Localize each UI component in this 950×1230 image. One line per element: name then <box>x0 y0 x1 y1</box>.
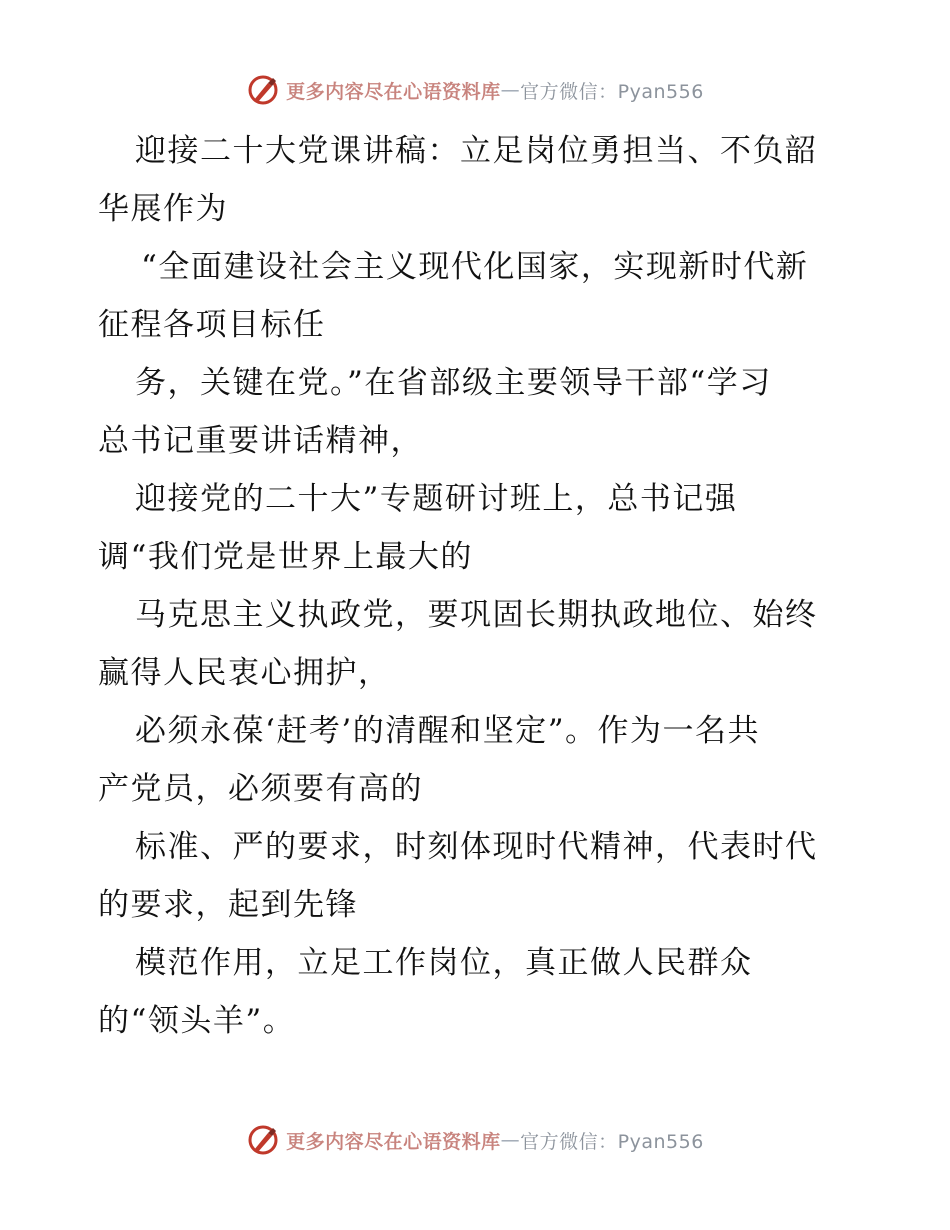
pen-logo-icon <box>246 1123 280 1157</box>
doc-line-14: 的要求，起到先锋 <box>98 887 358 923</box>
doc-line-13: 标准、严的要求，时刻体现时代精神，代表时代 <box>135 829 818 865</box>
doc-line-6: 总书记重要讲话精神， <box>98 423 423 459</box>
doc-line-7: 迎接党的二十大”专题研讨班上，总书记强 <box>135 481 738 517</box>
header-site-text: 更多内容尽在心语资料库 <box>286 80 501 103</box>
pen-logo-icon <box>246 73 280 107</box>
header-dash: — <box>500 79 521 101</box>
doc-line-11: 必须永葆‘赶考’的清醒和坚定”。作为一名共 <box>135 713 761 749</box>
footer-wechat-text: 官方微信：Pyan556 <box>520 1130 704 1153</box>
header-watermark <box>0 70 950 110</box>
footer-watermark <box>0 1120 950 1160</box>
doc-line-16: 的“领头羊”。 <box>98 1003 296 1039</box>
doc-line-1: 迎接二十大党课讲稿：立足岗位勇担当、不负韶 <box>135 133 818 169</box>
doc-line-15: 模范作用，立足工作岗位，真正做人民群众 <box>135 945 753 981</box>
doc-line-5: 务，关键在党。”在省部级主要领导干部“学习 <box>135 365 772 401</box>
doc-line-3: “全面建设社会主义现代化国家，实现新时代新 <box>141 249 809 285</box>
footer-dash: — <box>500 1129 521 1151</box>
doc-line-8: 调“我们党是世界上最大的 <box>98 539 473 575</box>
doc-line-2: 华展作为 <box>98 191 228 227</box>
doc-line-9: 马克思主义执政党，要巩固长期执政地位、始终 <box>135 597 818 633</box>
doc-line-12: 产党员，必须要有高的 <box>98 771 423 807</box>
footer-site-text: 更多内容尽在心语资料库 <box>286 1130 501 1153</box>
header-wechat-text: 官方微信：Pyan556 <box>520 80 704 103</box>
doc-line-10: 赢得人民衷心拥护， <box>98 655 391 691</box>
document-body <box>98 122 858 1050</box>
doc-line-4: 征程各项目标任 <box>98 307 326 343</box>
